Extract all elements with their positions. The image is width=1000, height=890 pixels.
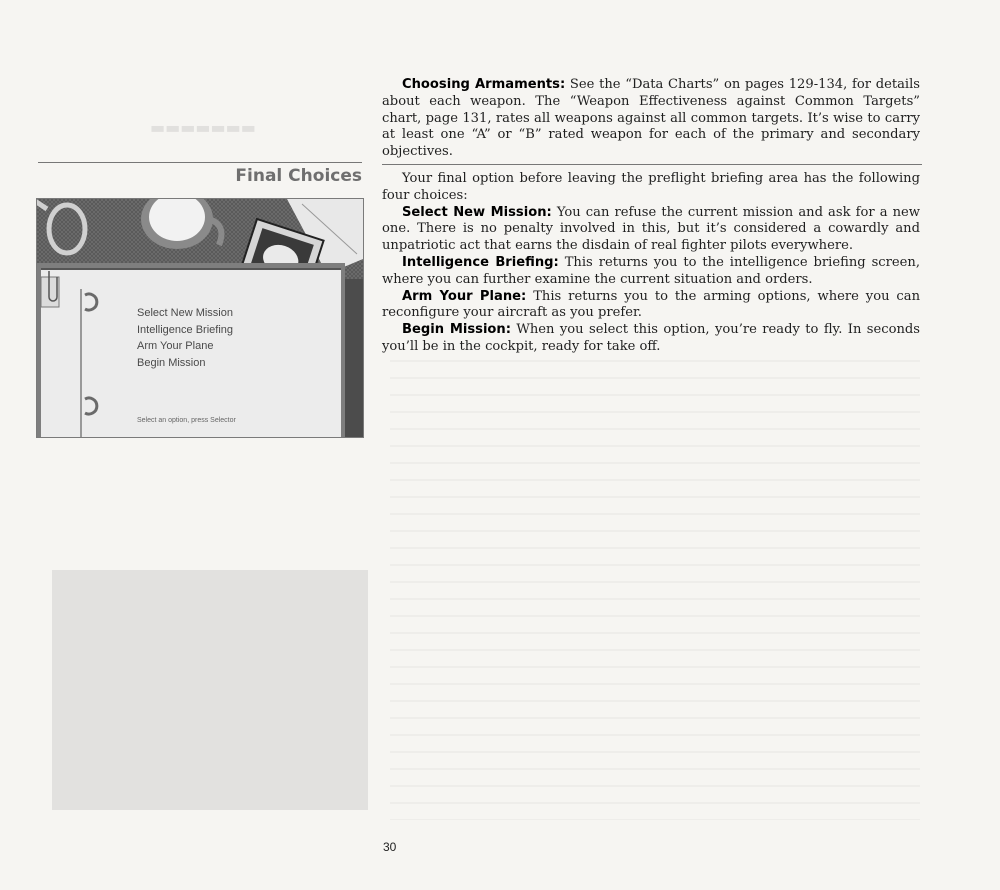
- bleed-through-text-block: [390, 360, 920, 820]
- choice-lead: Intelligence Briefing:: [402, 254, 559, 270]
- final-choices-text: [382, 171, 920, 356]
- choice-begin-mission: [382, 322, 920, 356]
- selector-prompt: Select an option, press Selector: [137, 417, 236, 424]
- choice-select-new-mission: [382, 205, 920, 255]
- choice-text: You can refuse the current mission and ask for a new one. There is no penalty involved in this, but it’s considered a cowardly and unpatriotic act that earns the disdain of real fighter pilots everywhere.: [382, 204, 920, 254]
- armaments-text: See the “Data Charts” on pages 129-134, for details about each weapon. The “Weapon Effectiveness against Common Targets” chart, page 131, rates all weapons against all common targets. It’s wise to carry at least one “A” or “B” rated weapon for each of the primary and secondary objectives.: [382, 77, 920, 160]
- choice-text: When you select this option, you’re ready to fly. In seconds you’ll be in the cockpit, ready for take off.: [382, 322, 920, 354]
- briefing-menu: [137, 305, 233, 371]
- choice-lead: Begin Mission:: [402, 322, 511, 338]
- armaments-paragraph: [382, 77, 920, 161]
- final-choices-screenshot: [36, 198, 364, 438]
- choice-intelligence-briefing: [382, 255, 920, 289]
- page-number: 30: [383, 840, 397, 854]
- choice-lead: Select New Mission:: [402, 204, 552, 220]
- menu-item-select-new-mission[interactable]: Select New Mission: [137, 307, 233, 319]
- bleed-through-heading: ▬▬▬▬▬▬▬: [150, 118, 256, 137]
- choice-text: This returns you to the intelligence briefing screen, where you can further examine the current situation and orders.: [382, 254, 920, 287]
- bleed-through-image: [52, 570, 368, 810]
- choice-arm-your-plane: [382, 289, 920, 323]
- menu-item-begin-mission[interactable]: Begin Mission: [137, 356, 206, 369]
- armaments-lead: Choosing Armaments:: [402, 77, 566, 92]
- menu-item-intelligence-briefing[interactable]: Intelligence Briefing: [137, 323, 234, 336]
- section-title: Final Choices: [235, 166, 362, 186]
- section-divider-left: [38, 162, 362, 163]
- final-intro: Your final option before leaving the preflight briefing area has the following four choices:: [382, 171, 920, 203]
- choice-lead: Arm Your Plane:: [402, 288, 527, 304]
- menu-item-arm-your-plane[interactable]: Arm Your Plane: [137, 340, 214, 352]
- section-divider-right: [382, 164, 922, 165]
- choice-text: This returns you to the arming options, where you can reconfigure your aircraft as you prefer.: [382, 288, 920, 321]
